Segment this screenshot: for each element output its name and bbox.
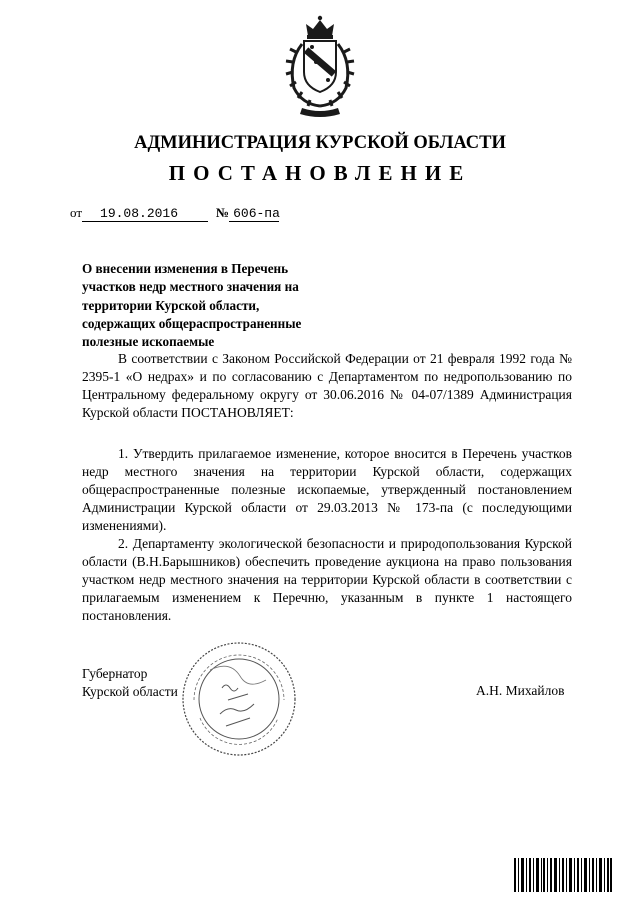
subject-line: полезные ископаемые [82, 334, 215, 350]
subject-line: содержащих общераспространенные [82, 315, 302, 331]
signatory-title-line: Губернатор [82, 666, 148, 681]
organization-title: АДМИНИСТРАЦИЯ КУРСКОЙ ОБЛАСТИ [134, 133, 506, 153]
number-value: 606-па [229, 207, 279, 222]
subject-line: О внесении изменения в Перечень [82, 261, 289, 276]
item-1-paragraph: 1. Утвердить прилагаемое изменение, которое вносится в Перечень участков недр местного значения на территории Курской области, содержащих общераспространенные полезные ископаемые, утвержденный постановлением Администрации Курской области от 29.03.2013 № 173-па (с последующими изменениями). [82, 446, 572, 533]
date-label: от [70, 205, 83, 220]
subject-line: участков недр местного значения на [82, 279, 299, 295]
signatory-title-line: Курской области [82, 684, 178, 699]
signatory-title [82, 665, 178, 701]
document-subject [82, 260, 372, 351]
registration-line [70, 205, 279, 222]
document-type-title: ПОСТАНОВЛЕНИЕ [168, 161, 472, 185]
date-value: 19.08.2016 [82, 207, 208, 222]
barcode [514, 858, 612, 892]
coat-of-arms-emblem [282, 14, 358, 118]
item-2-paragraph: 2. Департаменту экологической безопасности и природопользования Курской области (В.Н.Барышников) обеспечить проведение аукциона на право пользования участком недр местного значения на территории Курской области в соответствии с прилагаемым изменением к Перечню, указанным в пункте 1 настоящего постановления. [82, 536, 572, 623]
preamble-paragraph: В соответствии с Законом Российской Федерации от 21 февраля 1992 года № 2395-1 «О недрах» и по согласованию с Департаментом по недропользованию по Центральному федеральному округу от 30.06.2016 № 04-07/1389 Администрация Курской области ПОСТАНОВЛЯЕТ: [82, 351, 572, 420]
number-label: № [216, 205, 230, 220]
signatory-name: А.Н. Михайлов [476, 683, 565, 698]
office-stamp [180, 640, 298, 758]
subject-line: территории Курской области, [82, 297, 260, 313]
